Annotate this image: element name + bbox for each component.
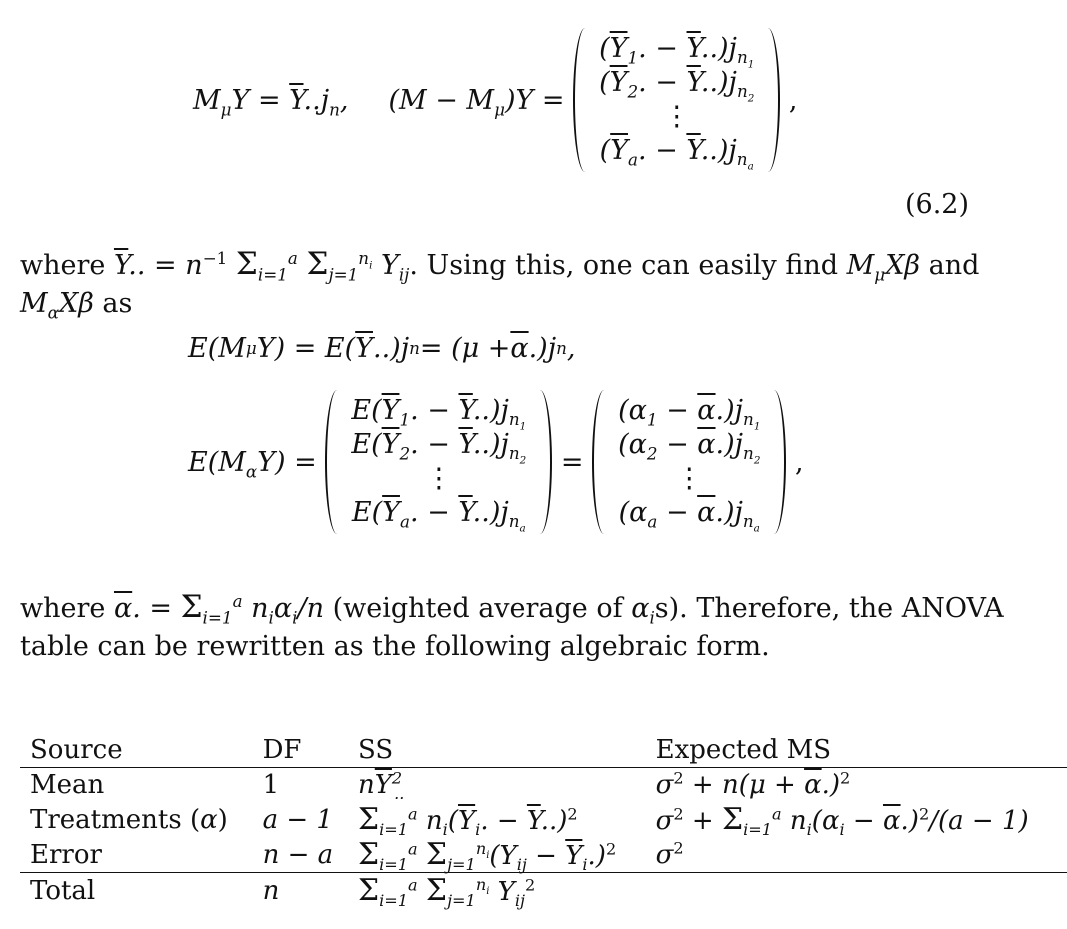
ems-treatments: $\sigma^2 + \Sigma_{i=1}^a$ $n_i(\alpha_i - \overline{\alpha}.)^2/(a - 1)$ [655,802,1029,840]
ss-mean: $n\overline{Y}^2_{..}$ [358,768,405,804]
df-treatments: a − 1 [262,804,333,835]
table-row [20,802,1067,837]
header-ss: SS [358,735,394,765]
df-mean: 1 [262,770,280,800]
anova-header-row [20,733,1067,768]
equation-6-2: $M_\mu Y = \overline{Y}..j_n$, $(M - M_\mu)Y$ = ($\overline{Y}_1$. − $\overline{Y}..)j_{n_1}$ ($\overline{Y}_2$. − $\overline{Y}..)j_{n_2}$ ⋮ ($\overline{Y}_a$. − $\overline{Y}..)j_{n_a}$ , [193,20,797,180]
equation-lhs-m-minus-mmu: $(M - M_\mu)Y$ = [388,84,574,119]
expectation-line-2: $E(M_\alpha Y)$ = $E(\overline{Y}_1$. − $\overline{Y}..)j_{n_1}$ $E(\overline{Y}_2$. − $\overline{Y}..)j_{n_2}$ ⋮ $E(\overline{Y}_a$. − $\overline{Y}..)j_{n_a}$ = $(\alpha_1 - \overline{\alpha}.)j_{n_1}$ $(\alpha_2 - \overline{\alpha}.)j_{n_2}$ ⋮ $(\alpha_a - \overline{\alpha}.)j_{n_a}$ , [188,372,804,552]
ss-treatments: $\Sigma_{i=1}^a$ $n_i(\overline{Y}_i$. − $\overline{Y}..)^2$ [358,802,578,840]
ems-error: $\sigma^2$ [655,837,684,870]
table-row [20,768,1067,803]
source-error: Error [30,839,102,870]
header-source: Source [30,735,123,765]
ems-total [646,873,1067,909]
header-expected-ms: Expected MS [655,735,832,765]
df-total: n [262,875,280,906]
table-row [20,837,1067,873]
source-treatments: Treatments (α) [30,804,228,835]
equation-lhs-mmu: $M_\mu Y = \overline{Y}..j_n$, [193,84,349,119]
ems-mean: $\sigma^2 + n(\mu + \overline{\alpha}.)^2$ [655,768,851,800]
matrix-expected-residual: $E(\overline{Y}_1$. − $\overline{Y}..)j_{n_1}$ $E(\overline{Y}_2$. − $\overline{Y}..)j_{n_2}$ ⋮ $E(\overline{Y}_a$. − $\overline{Y}..)j_{n_a}$ [325,390,552,534]
equation-number: (6.2) [905,189,970,220]
matrix-residual-means: ($\overline{Y}_1$. − $\overline{Y}..)j_{n_1}$ ($\overline{Y}_2$. − $\overline{Y}..)j_{n_2}$ ⋮ ($\overline{Y}_a$. − $\overline{Y}..)j_{n_a}$ [573,28,780,172]
ss-error: $\Sigma_{i=1}^a$ $\Sigma_{j=1}^{n_i}(Y_{ij} - \overline{Y}_i.)^2$ [358,837,617,875]
ss-total: $\Sigma_{i=1}^a$ $\Sigma_{j=1}^{n_i}$ $Y_{ij}^2$ [358,873,536,911]
anova-table [20,733,1067,911]
source-total: Total [30,875,96,906]
source-mean: Mean [30,770,105,800]
paragraph-2: where $\overline{\alpha}$. = $\Sigma_{i=1}^a$ $n_i\alpha_i/n$ (weighted average of $\alpha_is$). Therefore, the ANOVA table can be rewritten as the following algebraic form. [20,589,1004,662]
expectation-line-1: E(M μ Y) = E( $\overline{Y}$ ..)j n = (μ + $\overline{\alpha}$ .)j n , [188,332,576,364]
matrix-alpha-deviations: $(\alpha_1 - \overline{\alpha}.)j_{n_1}$ $(\alpha_2 - \overline{\alpha}.)j_{n_2}$ ⋮ $(\alpha_a - \overline{\alpha}.)j_{n_a}$ [592,390,786,534]
header-df: DF [262,735,302,765]
table-row [20,873,1067,909]
paragraph-1: where $\overline{Y}$.. = $n^{-1}$ $\Sigma_{i=1}^a$ $\Sigma_{j=1}^{n_i}$ $Y_{ij}$. Using this, one can easily find $M_\mu X\beta$ and $M_\alpha X\beta$ as [20,246,980,323]
df-error: n − a [262,839,334,870]
